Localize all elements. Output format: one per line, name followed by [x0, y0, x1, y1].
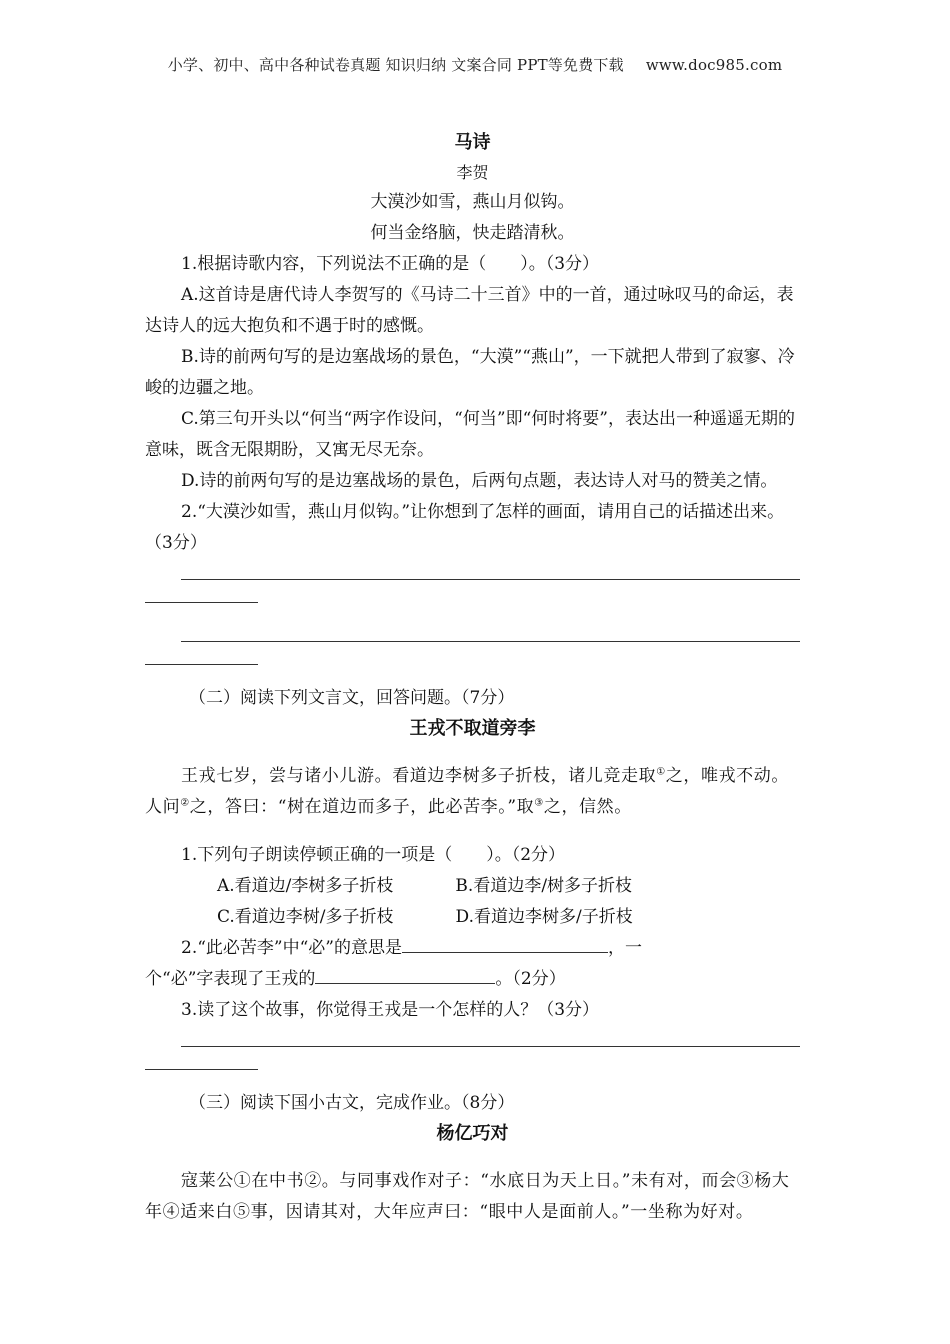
section-2-options-row-2	[145, 902, 800, 933]
answer-line[interactable]	[145, 1026, 800, 1057]
poem-line-1: 大漠沙如雪，燕山月似钩。	[370, 192, 575, 212]
option-a: A.这首诗是唐代诗人李贺写的《马诗二十三首》中的一首，通过咏叹马的命运，表达诗人的远大抱负和不遇于时的感慨。	[145, 285, 794, 336]
poem-question-2: 2.“大漠沙如雪，燕山月似钩。”让你想到了怎样的画面，请用自己的话描述出来。（3分）	[145, 502, 785, 553]
section-2-story: 王戎七岁，尝与诸小儿游。看道边李树多子折枝，诸儿竞走取①之，唯戎不动。人问②之，答曰：“树在道边而多子，此必苦李。”取③之，信然。	[145, 766, 789, 817]
s2-option-b: B.看道边李/树多子折枝	[455, 876, 633, 896]
section-3-title: 杨亿巧对	[436, 1123, 509, 1144]
poem-title: 马诗	[454, 132, 491, 153]
section-3-heading: （三）阅读下国小古文，完成作业。（8分）	[189, 1093, 515, 1113]
header-url[interactable]: www.doc985.com	[645, 56, 783, 74]
fill-blank[interactable]	[402, 934, 608, 953]
answer-line[interactable]	[145, 559, 800, 590]
section-2-question-1: 1.下列句子朗读停顿正确的一项是（ ）。（2分）	[181, 845, 566, 865]
section-2-question-2: 2.“此必苦李”中“必”的意思是 ，一	[145, 933, 800, 964]
answer-line-tail[interactable]	[145, 1057, 800, 1088]
header-text: 小学、初中、高中各种试卷真题 知识归纳 文案合同 PPT等免费下载	[167, 56, 624, 74]
answer-line-tail[interactable]	[145, 652, 800, 683]
option-b: B.诗的前两句写的是边塞战场的景色，“大漠”“燕山”，一下就把人带到了寂寥、冷峻的边疆之地。	[145, 347, 795, 398]
document-body	[145, 128, 800, 1245]
poem-question-1: 1.根据诗歌内容，下列说法不正确的是（ ）。（3分）	[181, 254, 600, 274]
section-3-story: 寇莱公①在中书②。与同事戏作对子：“水底日为天上日。”未有对，而会③杨大年④适来白⑤事，因请其对，大年应声曰：“眼中人是面前人。”一坐称为好对。	[145, 1171, 790, 1222]
answer-line-tail[interactable]	[145, 590, 800, 621]
answer-line[interactable]	[145, 621, 800, 652]
fill-blank[interactable]	[315, 965, 495, 984]
section-2-options-row-1	[145, 871, 800, 902]
section-2-title: 王戎不取道旁李	[409, 718, 536, 739]
poem-author: 李贺	[456, 163, 489, 182]
s2-option-a: A.看道边/李树多子折枝	[217, 876, 394, 896]
section-2-question-3: 3.读了这个故事，你觉得王戎是一个怎样的人？（3分）	[181, 1000, 600, 1020]
section-2-heading: （二）阅读下列文言文，回答问题。（7分）	[189, 688, 515, 708]
page-header	[0, 54, 950, 75]
option-d: D.诗的前两句写的是边塞战场的景色，后两句点题，表达诗人对马的赞美之情。	[181, 471, 778, 491]
section-2-question-2-cont: 个“必”字表现了王戎的 。（2分）	[145, 964, 800, 995]
s2-option-c: C.看道边李树/多子折枝	[217, 907, 394, 927]
s2-option-d: D.看道边李树多/子折枝	[455, 907, 633, 927]
poem-line-2: 何当金络脑，快走踏清秋。	[370, 223, 575, 243]
option-c: C.第三句开头以“何当“两字作设问，“何当”即“何时将要”，表达出一种遥遥无期的意味，既含无限期盼，又寓无尽无奈。	[145, 409, 795, 460]
